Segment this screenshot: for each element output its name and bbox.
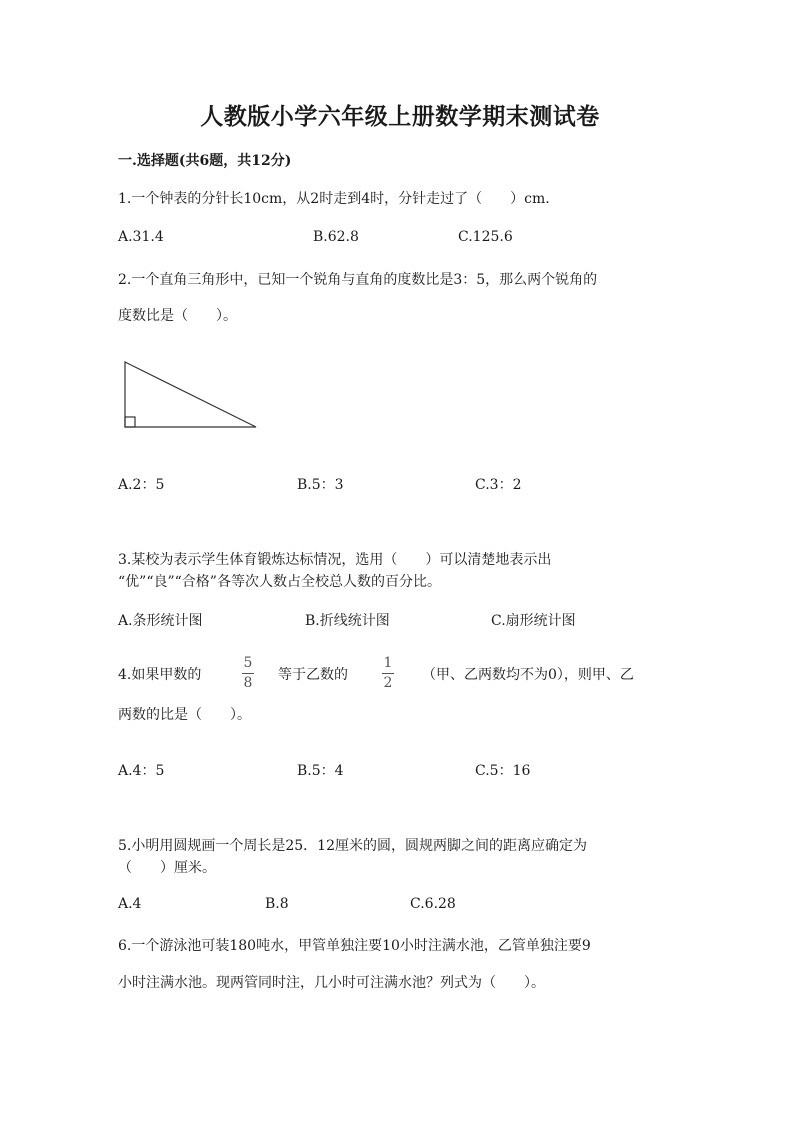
fraction-denominator: 8 — [243, 675, 253, 691]
fraction-denominator: 2 — [383, 675, 393, 691]
question-1-option-b: B.62.8 — [313, 229, 359, 245]
question-4-text-part-1: 4.如果甲数的 — [118, 667, 202, 683]
fraction-numerator: 1 — [383, 655, 393, 671]
question-2-line-2: 度数比是（ ）。 — [118, 308, 237, 324]
question-2-option-b: B.5：3 — [297, 477, 344, 493]
question-1-option-a: A.31.4 — [118, 229, 164, 245]
question-3-line-2: “优”“良”“合格”各等次人数占全校总人数的百分比。 — [118, 574, 441, 590]
question-4-option-b: B.5：4 — [297, 763, 344, 779]
question-6-line-1: 6.一个游泳池可装180吨水，甲管单独注要10小时注满水池，乙管单独注要9 — [118, 938, 591, 954]
question-4-text-part-3: （甲、乙两数均不为0），则甲、乙 — [422, 667, 634, 683]
fraction-five-eighths — [240, 656, 256, 691]
question-1-text: 1.一个钟表的分针长10cm，从2时走到4时，分针走过了（ ）cm. — [118, 191, 550, 207]
question-5-option-c: C.6.28 — [410, 896, 456, 912]
question-3-line-1: 3.某校为表示学生体育锻炼达标情况，选用（ ）可以清楚地表示出 — [118, 552, 552, 568]
fraction-one-half — [380, 656, 396, 691]
question-5-line-1: 5.小明用圆规画一个周长是25．12厘米的圆，圆规两脚之间的距离应确定为 — [118, 838, 587, 854]
question-4-text-part-2: 等于乙数的 — [278, 667, 348, 683]
right-angle-marker — [125, 417, 135, 427]
question-5-option-a: A.4 — [118, 896, 142, 912]
page-title: 人教版小学六年级上册数学期末测试卷 — [200, 103, 600, 130]
question-2-line-1: 2.一个直角三角形中，已知一个锐角与直角的度数比是3：5，那么两个锐角的 — [118, 272, 598, 288]
question-2-option-c: C.3：2 — [475, 477, 522, 493]
question-5-option-b: B.8 — [265, 896, 289, 912]
question-3-option-a: A.条形统计图 — [118, 613, 203, 629]
question-3-option-b: B.折线统计图 — [305, 613, 390, 629]
question-3-option-c: C.扇形统计图 — [491, 613, 576, 629]
right-triangle-figure — [118, 358, 260, 432]
fraction-numerator: 5 — [243, 655, 253, 671]
question-4-line-2: 两数的比是（ ）。 — [118, 707, 251, 723]
question-2-option-a: A.2：5 — [118, 477, 165, 493]
fraction-bar — [242, 673, 254, 674]
question-4-option-a: A.4：5 — [118, 763, 165, 779]
question-4-option-c: C.5：16 — [475, 763, 531, 779]
question-6-line-2: 小时注满水池。现两管同时注，几小时可注满水池？列式为（ ）。 — [118, 975, 545, 991]
fraction-bar — [382, 673, 394, 674]
question-1-option-c: C.125.6 — [458, 229, 513, 245]
question-5-line-2: （ ）厘米。 — [118, 860, 216, 876]
section-heading: 一.选择题(共6题，共12分) — [118, 153, 292, 169]
